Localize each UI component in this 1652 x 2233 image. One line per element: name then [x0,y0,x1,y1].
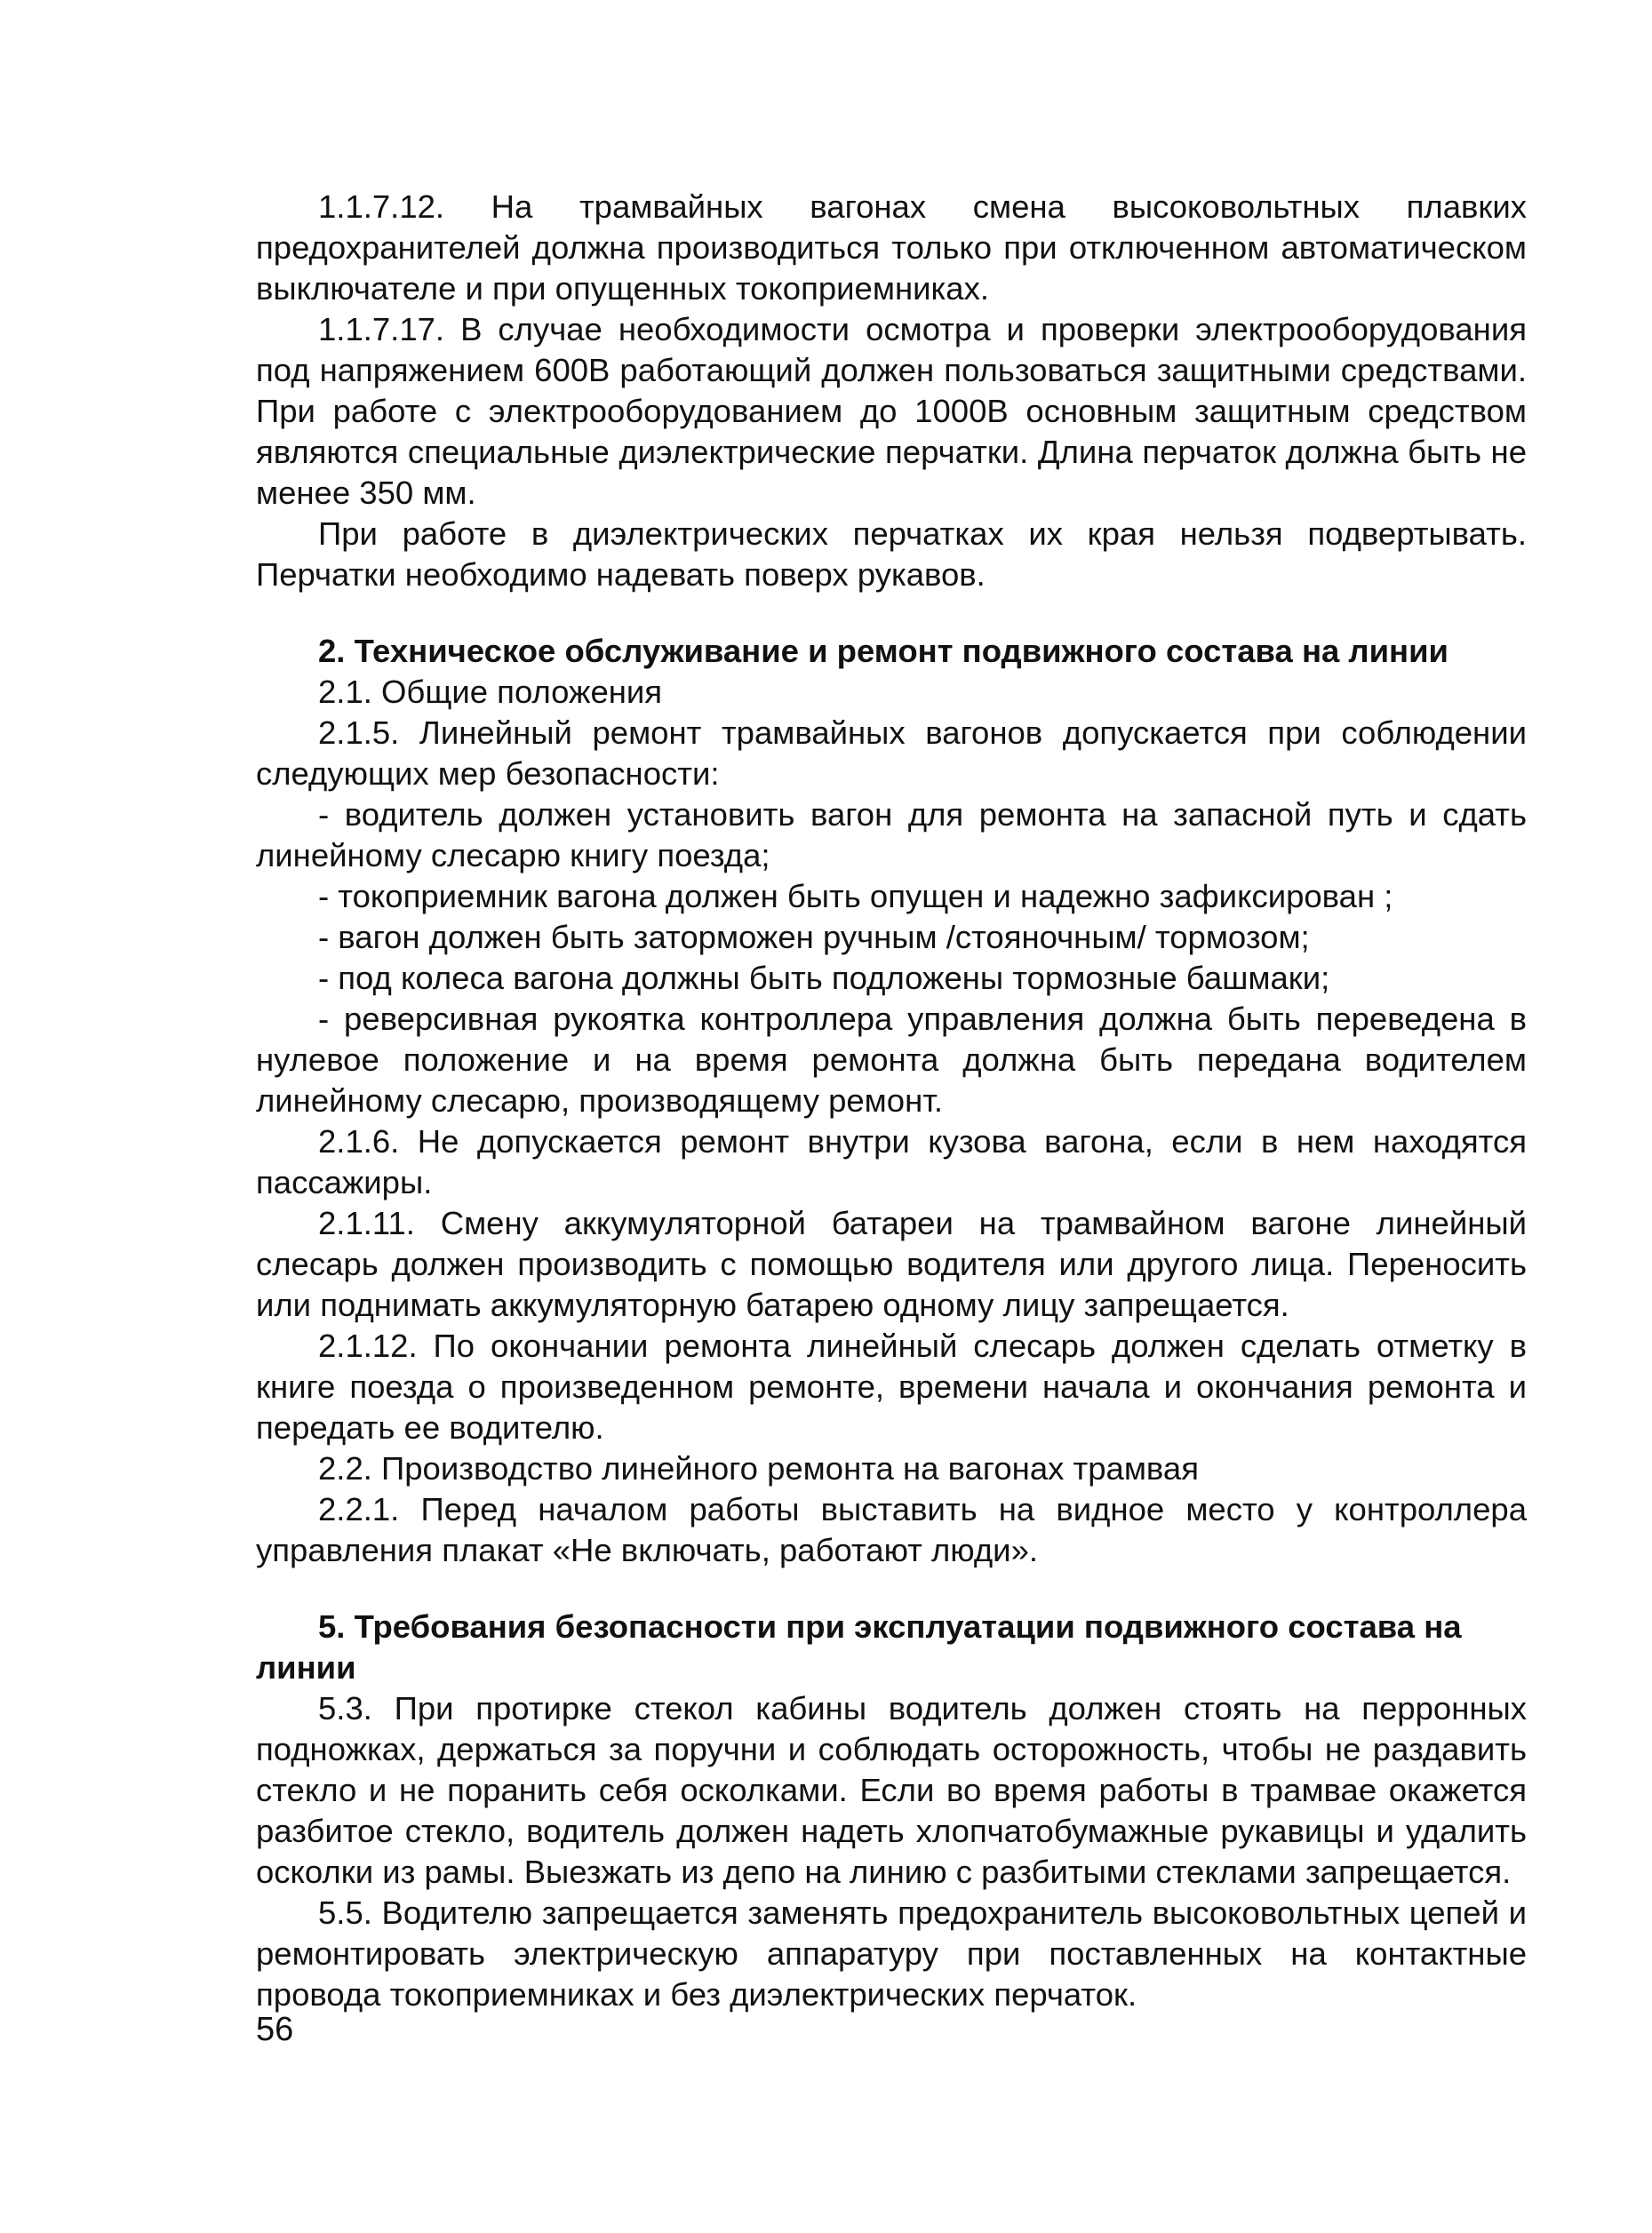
paragraph-2-1-12: 2.1.12. По окончании ремонта линейный слесарь должен сделать отметку в книге поезда о произведенном ремонте, времени начала и окончания ремонта и передать ее водителю. [256,1328,1527,1446]
paragraph-2-1: 2.1. Общие положения [318,674,663,710]
document-page [256,187,1527,2015]
paragraph-5-3: 5.3. При протирке стекол кабины водитель должен стоять на перронных подножках, держаться за поручни и соблюдать осторожность, чтобы не раздавить стекло и не поранить себя осколками. Если во время работы в трамвае окажется разбитое стекло, водитель должен надеть хлопчатобумажные рукавицы и удалить осколки из рамы. Выезжать из депо на линию с разбитыми стеклами запрещается. [256,1690,1527,1890]
section-2-heading: 2. Техническое обслуживание и ремонт подвижного состава на линии [318,633,1448,669]
paragraph-2-2-1: 2.2.1. Перед началом работы выставить на видное место у контроллера управления плакат «Не включать, работают люди». [256,1491,1527,1568]
list-item-1: - водитель должен установить вагон для ремонта на запасной путь и сдать линейному слесарю книгу поезда; [256,796,1527,873]
list-item-5: - реверсивная рукоятка контроллера управления должна быть переведена в нулевое положение и на время ремонта должна быть передана водителем линейному слесарю, производящему ремонт. [256,1001,1527,1119]
list-item-3: - вагон должен быть заторможен ручным /стояночным/ тормозом; [318,919,1310,955]
page-number: 56 [256,2011,294,2048]
paragraph-gloves: При работе в диэлектрических перчатках их края нельзя подвертывать. Перчатки необходимо надевать поверх рукавов. [256,515,1527,593]
paragraph-2-2: 2.2. Производство линейного ремонта на вагонах трамвая [318,1450,1199,1487]
paragraph-2-1-11: 2.1.11. Смену аккумуляторной батареи на трамвайном вагоне линейный слесарь должен производить с помощью водителя или другого лица. Переносить или поднимать аккумуляторную батарею одному лицу запрещается. [256,1205,1527,1323]
section-5-heading: 5. Требования безопасности при эксплуатации подвижного состава на линии [256,1608,1462,1686]
paragraph-1-1-7-17: 1.1.7.17. В случае необходимости осмотра и проверки электрооборудования под напряжением 600В работающий должен пользоваться защитными средствами. При работе с электрооборудованием до 1000В основным защитным средством являются специальные диэлектрические перчатки. Длина перчаток должна быть не менее 350 мм. [256,311,1527,511]
paragraph-5-5: 5.5. Водителю запрещается заменять предохранитель высоковольтных цепей и ремонтировать электрическую аппаратуру при поставленных на контактные провода токоприемниках и без диэлектрических перчаток. [256,1894,1527,2013]
list-item-2: - токоприемник вагона должен быть опущен и надежно зафиксирован ; [318,878,1393,914]
list-item-4: - под колеса вагона должны быть подложены тормозные башмаки; [318,960,1330,996]
paragraph-2-1-5: 2.1.5. Линейный ремонт трамвайных вагонов допускается при соблюдении следующих мер безопасности: [256,714,1527,792]
paragraph-2-1-6: 2.1.6. Не допускается ремонт внутри кузова вагона, если в нем находятся пассажиры. [256,1123,1527,1200]
paragraph-1-1-7-12: 1.1.7.12. На трамвайных вагонах смена высоковольтных плавких предохранителей должна производиться только при отключенном автоматическом выключателе и при опущенных токоприемниках. [256,188,1527,307]
